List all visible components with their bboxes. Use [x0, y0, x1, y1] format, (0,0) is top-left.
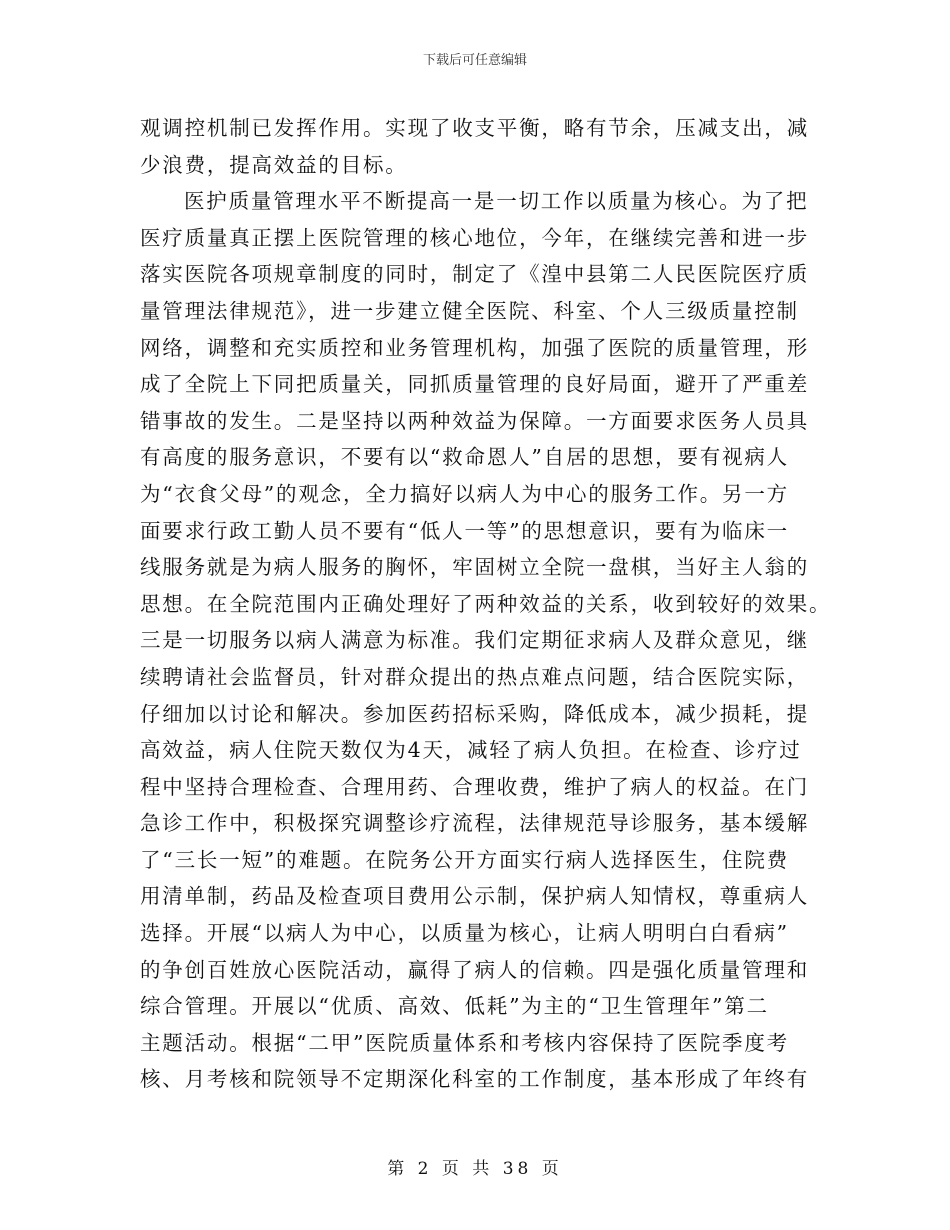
text-line: 高效益，病人住院天数仅为4天，减轻了病人负担。在检查、诊疗过	[140, 738, 802, 763]
text-line: 医疗质量真正摆上医院管理的核心地位，今年，在继续完善和进一步	[140, 225, 809, 250]
paragraph-start-line: 医护质量管理水平不断提高一是一切工作以质量为核心。为了把	[184, 189, 809, 214]
text-line: 主题活动。根据“二甲”医院质量体系和考核内容保持了医院季度考	[140, 1030, 789, 1055]
text-line: 为“衣食父母”的观念，全力搞好以病人为中心的服务工作。另一方	[140, 481, 789, 506]
text-line: 错事故的发生。二是坚持以两种效益为保障。一方面要求医务人员具	[140, 408, 809, 433]
text-line: 选择。开展“以病人为中心，以质量为核心，让病人明明白白看病”	[140, 921, 789, 946]
text-line: 三是一切服务以病人满意为标准。我们定期征求病人及群众意见，继	[140, 628, 809, 653]
text-line: 观调控机制已发挥作用。实现了收支平衡，略有节余，压减支出，减	[140, 116, 809, 140]
text-line: 成了全院上下同把质量关，同抓质量管理的良好局面，避开了严重差	[140, 372, 809, 397]
page-header: 下载后可任意编辑	[422, 53, 527, 68]
document-body	[140, 110, 832, 1098]
text-line: 仔细加以讨论和解决。参加医药招标采购，降低成本，减少损耗，提	[140, 701, 809, 726]
text-line: 少浪费，提高效益的目标。	[140, 152, 408, 177]
text-line: 有高度的服务意识，不要有以“救命恩人”自居的思想，要有视病人	[140, 445, 789, 470]
text-line: 面要求行政工勤人员不要有“低人一等”的思想意识，要有为临床一	[140, 518, 789, 543]
text-line: 落实医院各项规章制度的同时，制定了《湟中县第二人民医院医疗质	[140, 262, 809, 287]
text-line: 核、月考核和院领导不定期深化科室的工作制度，基本形成了年终有	[140, 1067, 809, 1092]
page-number-footer: 第 2 页 共 38 页	[387, 1159, 563, 1179]
text-line: 的争创百姓放心医院活动，赢得了病人的信赖。四是强化质量管理和	[140, 957, 809, 982]
text-line: 续聘请社会监督员，针对群众提出的热点难点问题，结合医院实际，	[140, 664, 809, 689]
text-line: 急诊工作中，积极探究调整诊疗流程，法律规范导诊服务，基本缓解	[140, 811, 809, 836]
text-line: 网络，调整和充实质控和业务管理机构，加强了医院的质量管理，形	[140, 335, 809, 360]
text-line: 了“三长一短”的难题。在院务公开方面实行病人选择医生，住院费	[140, 847, 789, 872]
text-line: 综合管理。开展以“优质、高效、低耗”为主的“卫生管理年”第二	[140, 994, 769, 1019]
text-line: 量管理法律规范》，进一步建立健全医院、科室、个人三级质量控制	[140, 298, 799, 323]
text-line: 用清单制，药品及检查项目费用公示制，保护病人知情权，尊重病人	[140, 884, 809, 909]
text-line: 思想。在全院范围内正确处理好了两种效益的关系，收到较好的效果。	[140, 591, 832, 616]
text-line: 程中坚持合理检查、合理用药、合理收费，维护了病人的权益。在门	[140, 774, 809, 799]
text-line: 线服务就是为病人服务的胸怀，牢固树立全院一盘棋，当好主人翁的	[140, 555, 809, 580]
